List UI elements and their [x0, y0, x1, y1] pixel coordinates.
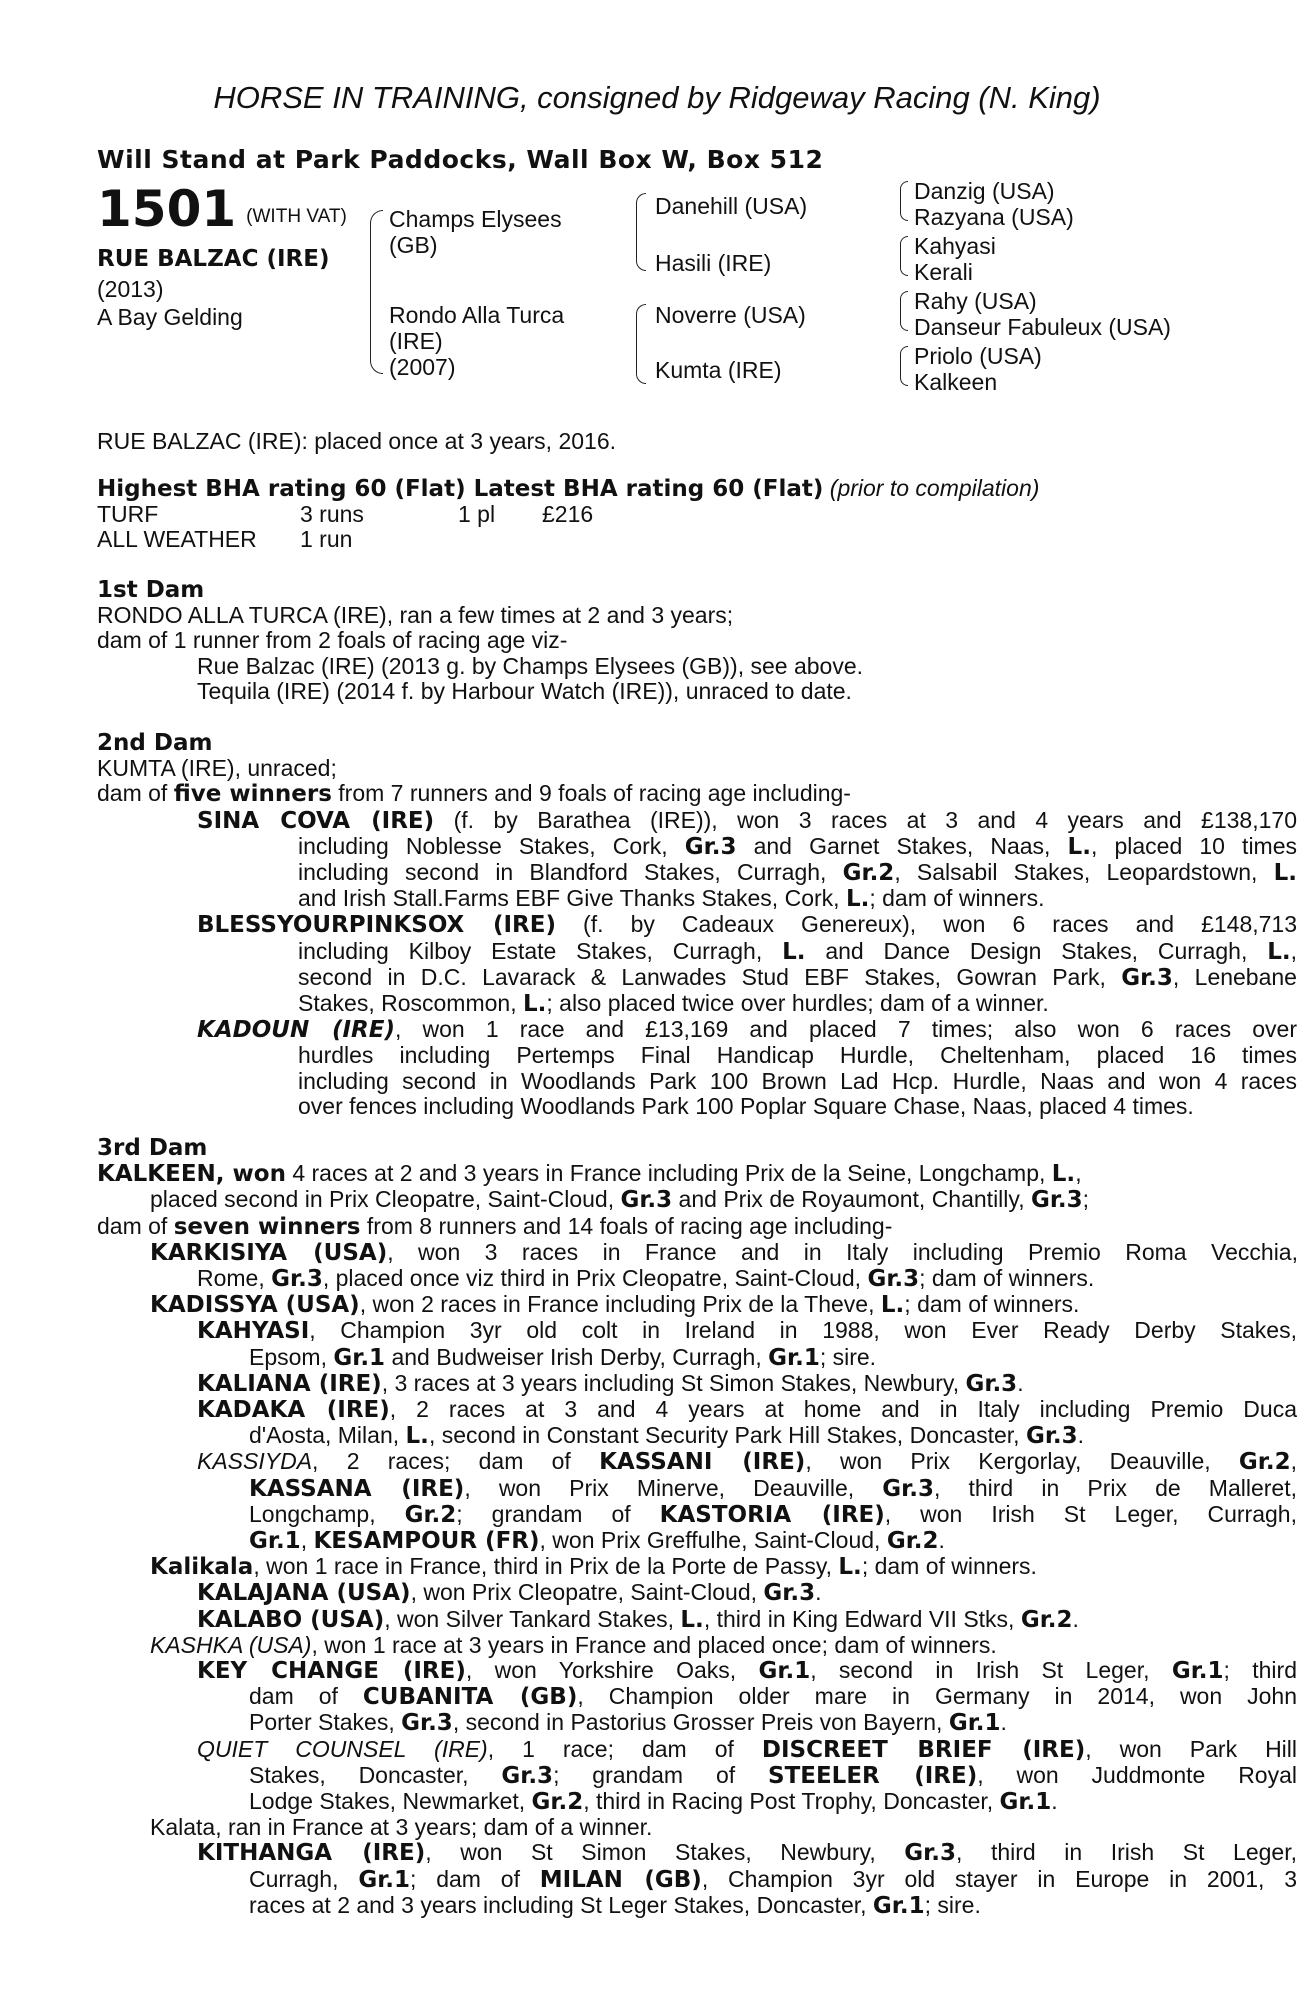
- venue-line: Will Stand at Park Paddocks, Wall Box W, Box 512: [97, 145, 824, 174]
- produce-entry: KADAKA (IRE), 2 races at 3 and 4 years at home and in Italy including Premio Duca: [197, 1396, 1297, 1424]
- produce-entry: QUIET COUNSEL (IRE), 1 race; dam of DISCREET BRIEF (IRE), won Park Hill: [197, 1735, 1298, 1763]
- rating-note: (prior to compilation): [829, 475, 1040, 501]
- rating-section: [97, 476, 1217, 553]
- lot-number: 1501: [97, 180, 237, 238]
- lot-block: [97, 180, 347, 238]
- pedigree-brace: [900, 181, 908, 221]
- sire-sire: Danehill (USA): [655, 193, 808, 219]
- produce-entry: KADISSYA (USA), won 2 races in France including Prix de la Theve, L.; dam of winners.: [150, 1291, 1080, 1319]
- dam-produce-intro: dam of seven winners from 8 runners and 14 foals of racing age including-: [97, 1212, 893, 1240]
- ggp-1: Danzig (USA) Razyana (USA): [914, 178, 1074, 230]
- produce-entry: KALAJANA (USA), won Prix Cleopatre, Saint-Cloud, Gr.3.: [197, 1579, 822, 1607]
- vat-note: (WITH VAT): [246, 206, 347, 227]
- produce-entry: SINA COVA (IRE) (f. by Barathea (IRE)), won 3 races at 3 and 4 years and £138,170: [197, 806, 1297, 834]
- second-dam-section: 2nd Dam KUMTA (IRE), unraced; dam of five winners from 7 runners and 9 foals of racing age including- SINA COVA (IRE) (f. by Barathea (IRE)), won 3 races at 3 and 4 years and £138,170 including Noblesse Stakes, Cork, Gr.3 and Garnet Stakes, Naas, L., placed 10 times including second in Blandford Stakes, Curragh, Gr.2, Salsabil Stakes, Leopardstown, L. and Irish Stall.Farms EBF Give Thanks Stakes, Cork, L.; dam of winners. BLESSYOURPINKSOX (IRE) (f. by Cadeaux Genereux), won 6 races and £148,713 including Kilboy Estate Stakes, Curragh, L. and Dance Design Stakes, Curragh, L., second in D.C. Lavarack & Lanwades Stud EBF Stakes, Gowran Park, Gr.3, Lenebane Stakes, Roscommon, L.; also placed twice over hurdles; dam of a winner. KADOUN (IRE), won 1 race and £13,169 and placed 7 times; also won 6 races over hurdles including Pertemps Final Handicap Hurdle, Cheltenham, placed 16 times including second in Woodlands Park 100 Brown Lad Hcp. Hurdle, Naas and won 4 races over fences including Woodlands Park 100 Poplar Square Chase, Naas, placed 4 times.: [97, 730, 1297, 1119]
- produce-entry: KARKISIYA (USA), won 3 races in France and in Italy including Premio Roma Vecchia,: [150, 1238, 1298, 1266]
- turf-record: TURF 3 runs 1 pl £216: [97, 501, 594, 528]
- ggp-4: Priolo (USA) Kalkeen: [914, 343, 1042, 395]
- produce-entry: KALABO (USA), won Silver Tankard Stakes, L., third in King Edward VII Stks, Gr.2.: [197, 1605, 1079, 1633]
- dam-sire: Noverre (USA): [655, 302, 806, 328]
- produce-entry: Kalata, ran in France at 3 years; dam of a winner.: [150, 1814, 653, 1841]
- produce-entry: KITHANGA (IRE), won St Simon Stakes, Newbury, Gr.3, third in Irish St Leger,: [197, 1839, 1297, 1867]
- race-summary: RUE BALZAC (IRE): placed once at 3 years, 2016.: [97, 428, 617, 454]
- pedigree-brace: [636, 193, 646, 271]
- dam-produce-intro: dam of five winners from 7 runners and 9 foals of racing age including-: [97, 780, 851, 808]
- rating-heading: Highest BHA rating 60 (Flat) Latest BHA rating 60 (Flat): [97, 476, 824, 502]
- produce-entry: KALIANA (IRE), 3 races at 3 years including St Simon Stakes, Newbury, Gr.3.: [197, 1369, 1024, 1397]
- dam-produce-intro: dam of 1 runner from 2 foals of racing age viz-: [97, 627, 568, 654]
- dam-line: RONDO ALLA TURCA (IRE), ran a few times at 2 and 3 years;: [97, 602, 734, 629]
- produce-entry: Tequila (IRE) (2014 f. by Harbour Watch (IRE)), unraced to date.: [197, 677, 852, 704]
- sire-dam: Hasili (IRE): [655, 250, 772, 276]
- horse-description: A Bay Gelding: [97, 304, 243, 330]
- pedigree-brace: [900, 291, 908, 331]
- horse-name: RUE BALZAC (IRE): [97, 246, 330, 272]
- dam-dam: Kumta (IRE): [655, 357, 782, 383]
- first-dam-section: [97, 578, 1217, 704]
- dam-line: KALKEEN, won 4 races at 2 and 3 years in France including Prix de la Seine, Longchamp, L.,: [97, 1160, 1082, 1188]
- dam-name: Rondo Alla Turca (IRE) (2007): [389, 302, 565, 380]
- all-weather-record: ALL WEATHER 1 run: [97, 526, 353, 553]
- pedigree-brace: [370, 210, 383, 374]
- pedigree-brace: [900, 346, 908, 386]
- produce-entry: BLESSYOURPINKSOX (IRE) (f. by Cadeaux Genereux), won 6 races and £148,713: [197, 911, 1297, 939]
- third-dam-section: 3rd Dam KALKEEN, won 4 races at 2 and 3 years in France including Prix de la Seine, Longchamp, L., placed second in Prix Cleopatre, Saint-Cloud, Gr.3 and Prix de Royaumont, Chantilly, Gr.3; dam of seven winners from 8 runners and 14 foals of racing age including- KARKISIYA (USA), won 3 races in France and in Italy including Premio Roma Vecchia, Rome, Gr.3, placed once viz third in Prix Cleopatre, Saint-Cloud, Gr.3; dam of winners. KADISSYA (USA), won 2 races in France including Prix de la Theve, L.; dam of winners. KAHYASI, Champion 3yr old colt in Ireland in 1988, won Ever Ready Derby Stakes, Epsom, Gr.1 and Budweiser Irish Derby, Curragh, Gr.1; sire. KALIANA (IRE), 3 races at 3 years including St Simon Stakes, Newbury, Gr.3. KADAKA (IRE), 2 races at 3 and 4 years at home and in Italy including Premio Duca d'Aosta, Milan, L., second in Constant Security Park Hill Stakes, Doncaster, Gr.3. KASSIYDA, 2 races; dam of KASSANI (IRE), won Prix Kergorlay, Deauville, Gr.2, KASSANA (IRE), won Prix Minerve, Deauville, Gr.3, third in Prix de Malleret, Longchamp, Gr.2; grandam of KASTORIA (IRE), won Irish St Leger, Curragh, Gr.1, KESAMPOUR (FR), won Prix Greffulhe, Saint-Cloud, Gr.2. Kalikala, won 1 race in France, third in Prix de la Porte de Passy, L.; dam of winners. KALAJANA (USA), won Prix Cleopatre, Saint-Cloud, Gr.3. KALABO (USA), won Silver Tankard Stakes, L., third in King Edward VII Stks, Gr.2. KASHKA (USA), won 1 race at 3 years in France and placed once; dam of winners. KEY CHANGE (IRE), won Yorkshire Oaks, Gr.1, second in Irish St Leger, Gr.1; third dam of CUBANITA (GB), Champion older mare in Germany in 2014, won John Porter Stakes, Gr.3, second in Pastorius Grosser Preis von Bayern, Gr.1. QUIET COUNSEL (IRE), 1 race; dam of DISCREET BRIEF (IRE), won Park Hill Stakes, Doncaster, Gr.3; grandam of STEELER (IRE), won Juddmonte Royal Lodge Stakes, Newmarket, Gr.2, third in Racing Post Trophy, Doncaster, Gr.1. Kalata, ran in France at 3 years; dam of a winner. KITHANGA (IRE), won St Simon Stakes, Newbury, Gr.3, third in Irish St Leger, Curragh, Gr.1; dam of MILAN (GB), Champion 3yr old stayer in Europe in 2001, 3 races at 2 and 3 years including St Leger Stakes, Doncaster, Gr.1; sire.: [97, 1135, 1298, 1919]
- first-dam-heading: 1st Dam: [97, 577, 205, 603]
- produce-entry: Kalikala, won 1 race in France, third in Prix de la Porte de Passy, L.; dam of winners.: [150, 1553, 1037, 1581]
- produce-entry: KASSIYDA, 2 races; dam of KASSANI (IRE), won Prix Kergorlay, Deauville, Gr.2,: [197, 1448, 1297, 1476]
- produce-entry: KASHKA (USA), won 1 race at 3 years in France and placed once; dam of winners.: [150, 1631, 997, 1658]
- foaling-year: (2013): [97, 276, 164, 302]
- page-title: HORSE IN TRAINING, consigned by Ridgeway Racing (N. King): [213, 80, 1101, 115]
- ggp-2: Kahyasi Kerali: [914, 233, 996, 285]
- pedigree-brace: [900, 236, 908, 276]
- produce-entry: KADOUN (IRE), won 1 race and £13,169 and placed 7 times; also won 6 races over: [197, 1016, 1297, 1044]
- third-dam-heading: 3rd Dam: [97, 1135, 208, 1161]
- produce-entry: KAHYASI, Champion 3yr old colt in Ireland in 1988, won Ever Ready Derby Stakes,: [197, 1317, 1297, 1345]
- pedigree-brace: [636, 304, 646, 384]
- sire-name: Champs Elysees (GB): [389, 206, 562, 258]
- produce-entry: Rue Balzac (IRE) (2013 g. by Champs Elysees (GB)), see above.: [197, 652, 864, 679]
- produce-entry: KEY CHANGE (IRE), won Yorkshire Oaks, Gr.1, second in Irish St Leger, Gr.1; third: [197, 1657, 1297, 1685]
- second-dam-heading: 2nd Dam: [97, 730, 213, 756]
- ggp-3: Rahy (USA) Danseur Fabuleux (USA): [914, 288, 1171, 340]
- dam-line: KUMTA (IRE), unraced;: [97, 755, 337, 782]
